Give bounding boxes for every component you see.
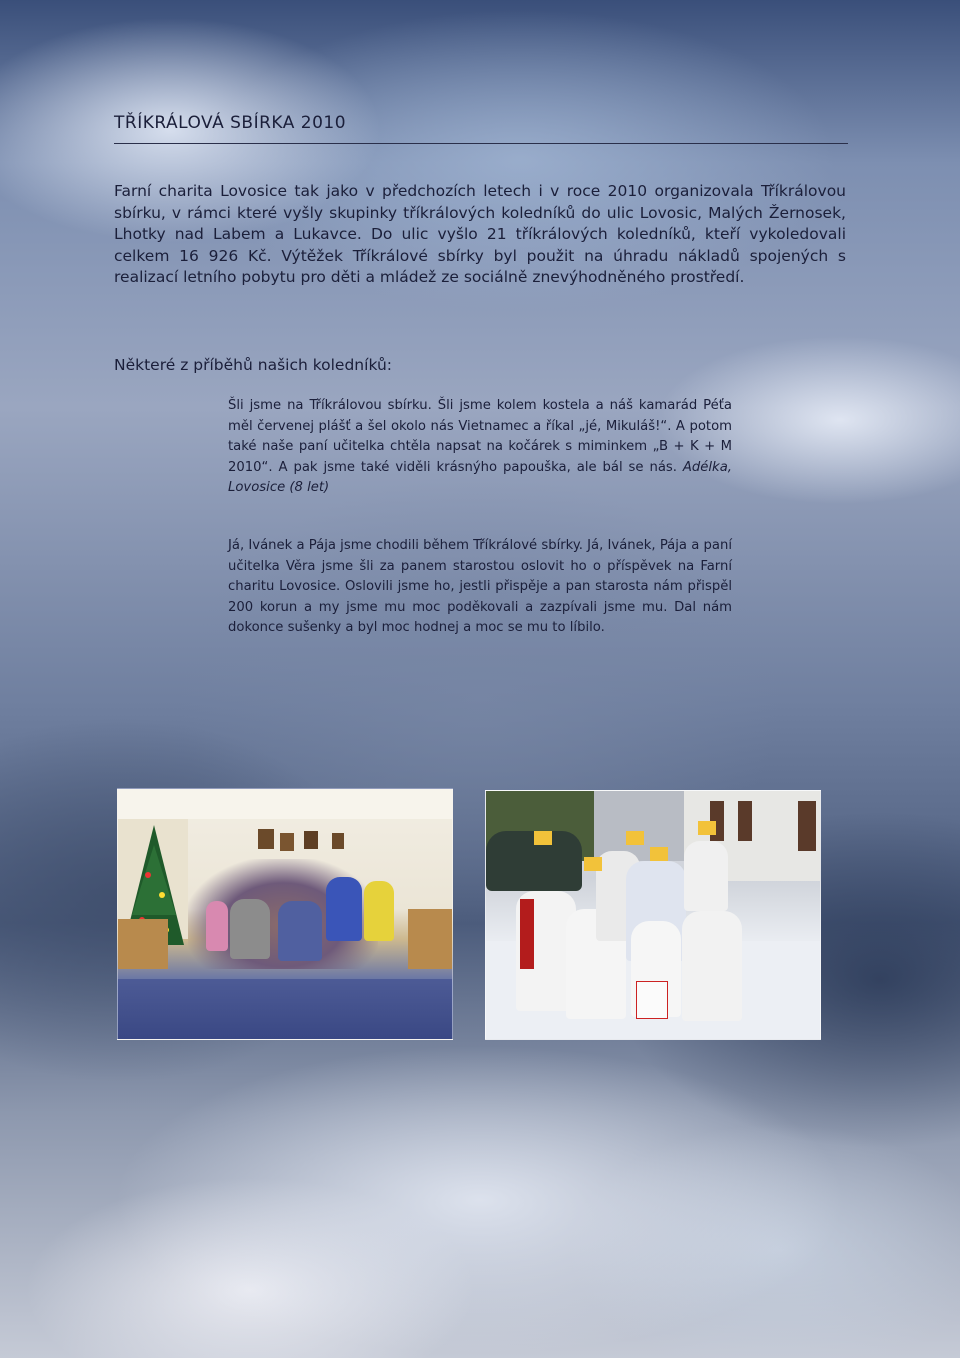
- story-paragraph: [228, 536, 732, 639]
- carolers-photo-outdoor: [485, 790, 821, 1040]
- page-title: TŘÍKRÁLOVÁ SBÍRKA 2010: [114, 113, 848, 144]
- story-signature: Adélka, Lovosice (8 let): [228, 459, 732, 496]
- story-paragraph: [228, 396, 732, 499]
- group-photo-indoor: [117, 788, 453, 1040]
- stories-heading: Některé z příběhů našich koledníků:: [114, 356, 392, 374]
- story-text: Šli jsme na Tříkrálovou sbírku. Šli jsme kolem kostela a náš kamarád Péťa měl červenej plášť a šel okolo nás Vietnamec a říkal „jé, Mikuláš!“. A potom také naše paní učitelka chtěla napsat na kočárek s miminkem „B + K + M 2010“. A pak jsme také viděli krásnýho papouška, ale bál se nás.: [228, 398, 732, 475]
- story-text: Já, Ivánek a Pája jsme chodili během Tříkrálové sbírky. Já, Ivánek, Pája a paní učitelka Věra jsme šli za panem starostou oslovit ho o příspěvek na Farní charitu Lovosice. Oslovili jsme ho, jestli přispěje a pan starosta nám přispěl 200 korun a my jsme mu moc poděkovali a zazpívali jsme mu. Dal nám dokonce sušenky a byl moc hodnej a moc se mu to líbilo.: [228, 538, 732, 636]
- intro-paragraph: Farní charita Lovosice tak jako v předchozích letech i v roce 2010 organizovala Tříkrálovou sbírku, v rámci které vyšly skupinky tříkrálových koledníků do ulic Lovosic, Malých Žernosek, Lhotky nad Labem a Lukavce. Do ulic vyšlo 21 tříkrálových koledníků, kteří vykoledovali celkem 16 926 Kč. Výtěžek Tříkrálové sbírky byl použit na úhradu nákladů spojených s realizací letního pobytu pro děti a mládež ze sociálně znevýhodněného prostředí.: [114, 182, 846, 287]
